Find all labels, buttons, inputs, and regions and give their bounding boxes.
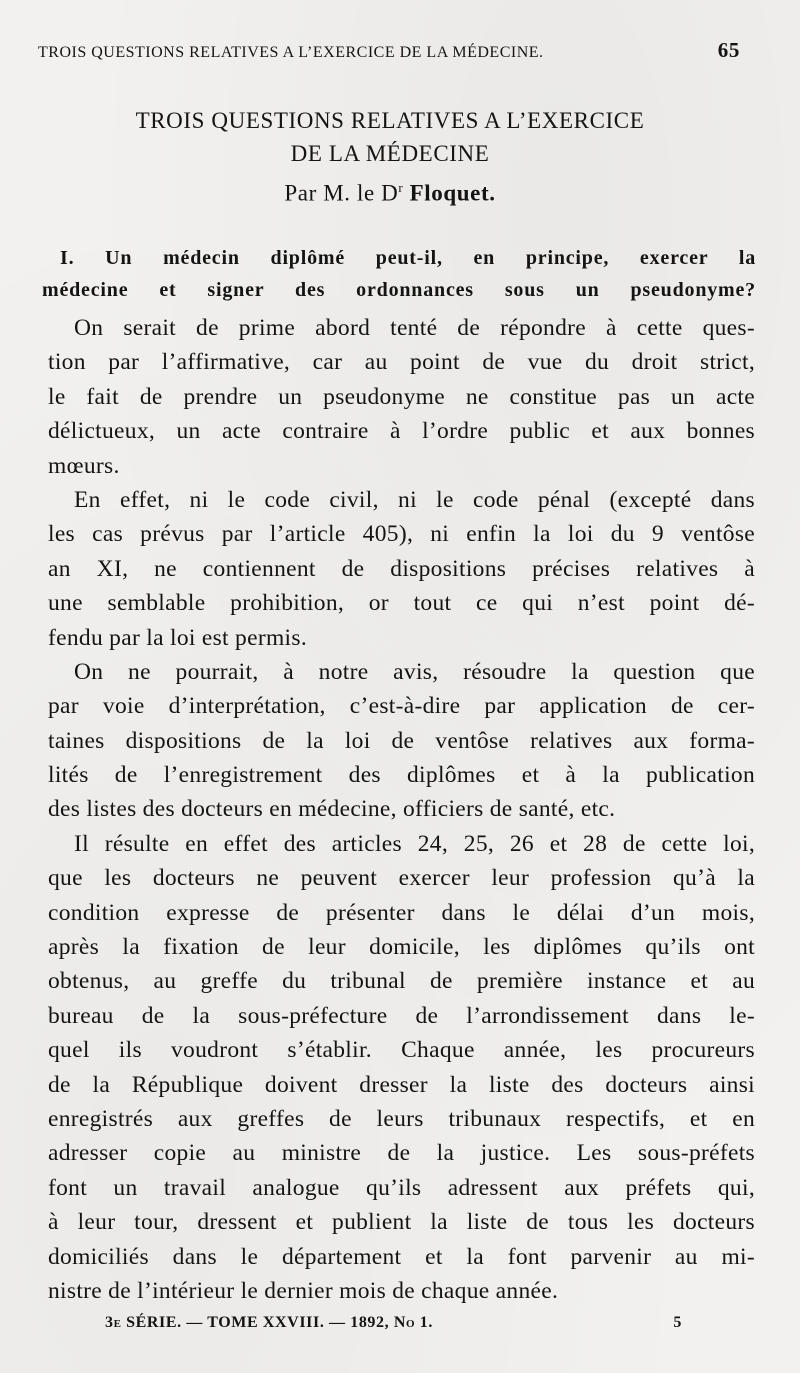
body-line: que les docteurs ne peuvent exercer leur profession qu’à la bbox=[48, 865, 755, 892]
byline-sup: r bbox=[398, 180, 404, 195]
body-line: délictueux, un acte contraire à l’ordre public et aux bonnes bbox=[48, 418, 755, 445]
body-line: On serait de prime abord tenté de répondre à cette ques- bbox=[74, 315, 755, 341]
body-line: tion par l’affirmative, car au point de vue du droit strict, bbox=[48, 349, 755, 376]
running-head-title: TROIS QUESTIONS RELATIVES A L’EXERCICE DE LA MÉDECINE. bbox=[38, 44, 544, 61]
page-number: 65 bbox=[717, 38, 740, 62]
body-line: quel ils voudront s’établir. Chaque année, les procureurs bbox=[48, 1037, 755, 1064]
body-line: fendu par la loi est permis. bbox=[48, 624, 307, 651]
body-line: bureau de la sous-préfecture de l’arrondissement dans le- bbox=[48, 1002, 755, 1029]
body-line: On ne pourrait, à notre avis, résoudre la question que bbox=[74, 658, 755, 685]
footer-signature: 3e SÉRIE. — TOME XXVIII. — 1892, No 1. bbox=[105, 1314, 433, 1331]
body-line: par voie d’interprétation, c’est-à-dire par application de cer- bbox=[48, 693, 755, 720]
body-line: nistre de l’intérieur le dernier mois de chaque année. bbox=[48, 1277, 559, 1304]
running-head bbox=[38, 38, 740, 63]
section-heading-line-1: I. Un médecin diplômé peut-il, en principe, exercer la bbox=[60, 247, 756, 269]
body-line: une semblable prohibition, or tout ce qui n’est point dé- bbox=[48, 590, 755, 617]
byline bbox=[40, 180, 740, 207]
body-line: de la République doivent dresser la liste des docteurs ainsi bbox=[48, 1071, 755, 1098]
body-line: à leur tour, dressent et publient la liste de tous les docteurs bbox=[48, 1209, 755, 1236]
byline-author: Floquet. bbox=[409, 180, 496, 206]
section-heading bbox=[42, 242, 756, 306]
body-line: le fait de prendre un pseudonyme ne constitue pas un acte bbox=[48, 383, 755, 410]
body-line: des listes des docteurs en médecine, officiers de santé, etc. bbox=[48, 796, 616, 823]
body-line: condition expresse de présenter dans le délai d’un mois, bbox=[48, 899, 755, 926]
body-line: Il résulte en effet des articles 24, 25, 26 et 28 de cette loi, bbox=[74, 830, 755, 857]
body-line: domiciliés dans le département et la font parvenir au mi- bbox=[48, 1243, 755, 1270]
page-footer bbox=[105, 1314, 682, 1332]
body-line: les cas prévus par l’article 405), ni enfin la loi du 9 ventôse bbox=[48, 521, 755, 548]
body-line: mœurs. bbox=[48, 452, 120, 479]
body-line: taines dispositions de la loi de ventôse relatives aux forma- bbox=[48, 727, 755, 754]
article-title bbox=[40, 104, 740, 170]
body-line: après la fixation de leur domicile, les diplômes qu’ils ont bbox=[48, 934, 755, 961]
body-line: lités de l’enregistrement des diplômes et à la publication bbox=[48, 762, 755, 789]
body-line: an XI, ne contiennent de dispositions précises relatives à bbox=[48, 555, 755, 582]
section-heading-line-2: médecine et signer des ordonnances sous un pseudonyme? bbox=[42, 279, 756, 301]
body-line: font un travail analogue qu’ils adressent aux préfets qui, bbox=[48, 1174, 755, 1201]
body-text bbox=[48, 311, 755, 1308]
body-line: enregistrés aux greffes de leurs tribunaux respectifs, et en bbox=[48, 1105, 755, 1132]
article-title-line-2: DE LA MÉDECINE bbox=[290, 141, 490, 166]
body-line: En effet, ni le code civil, ni le code pénal (excepté dans bbox=[74, 486, 755, 513]
byline-prefix: Par M. le D bbox=[284, 180, 399, 206]
body-line: adresser copie au ministre de la justice. Les sous-préfets bbox=[48, 1140, 755, 1167]
body-line: obtenus, au greffe du tribunal de première instance et au bbox=[48, 968, 755, 995]
footer-sheet-number: 5 bbox=[673, 1314, 682, 1331]
article-title-line-1: TROIS QUESTIONS RELATIVES A L’EXERCICE bbox=[135, 108, 645, 133]
